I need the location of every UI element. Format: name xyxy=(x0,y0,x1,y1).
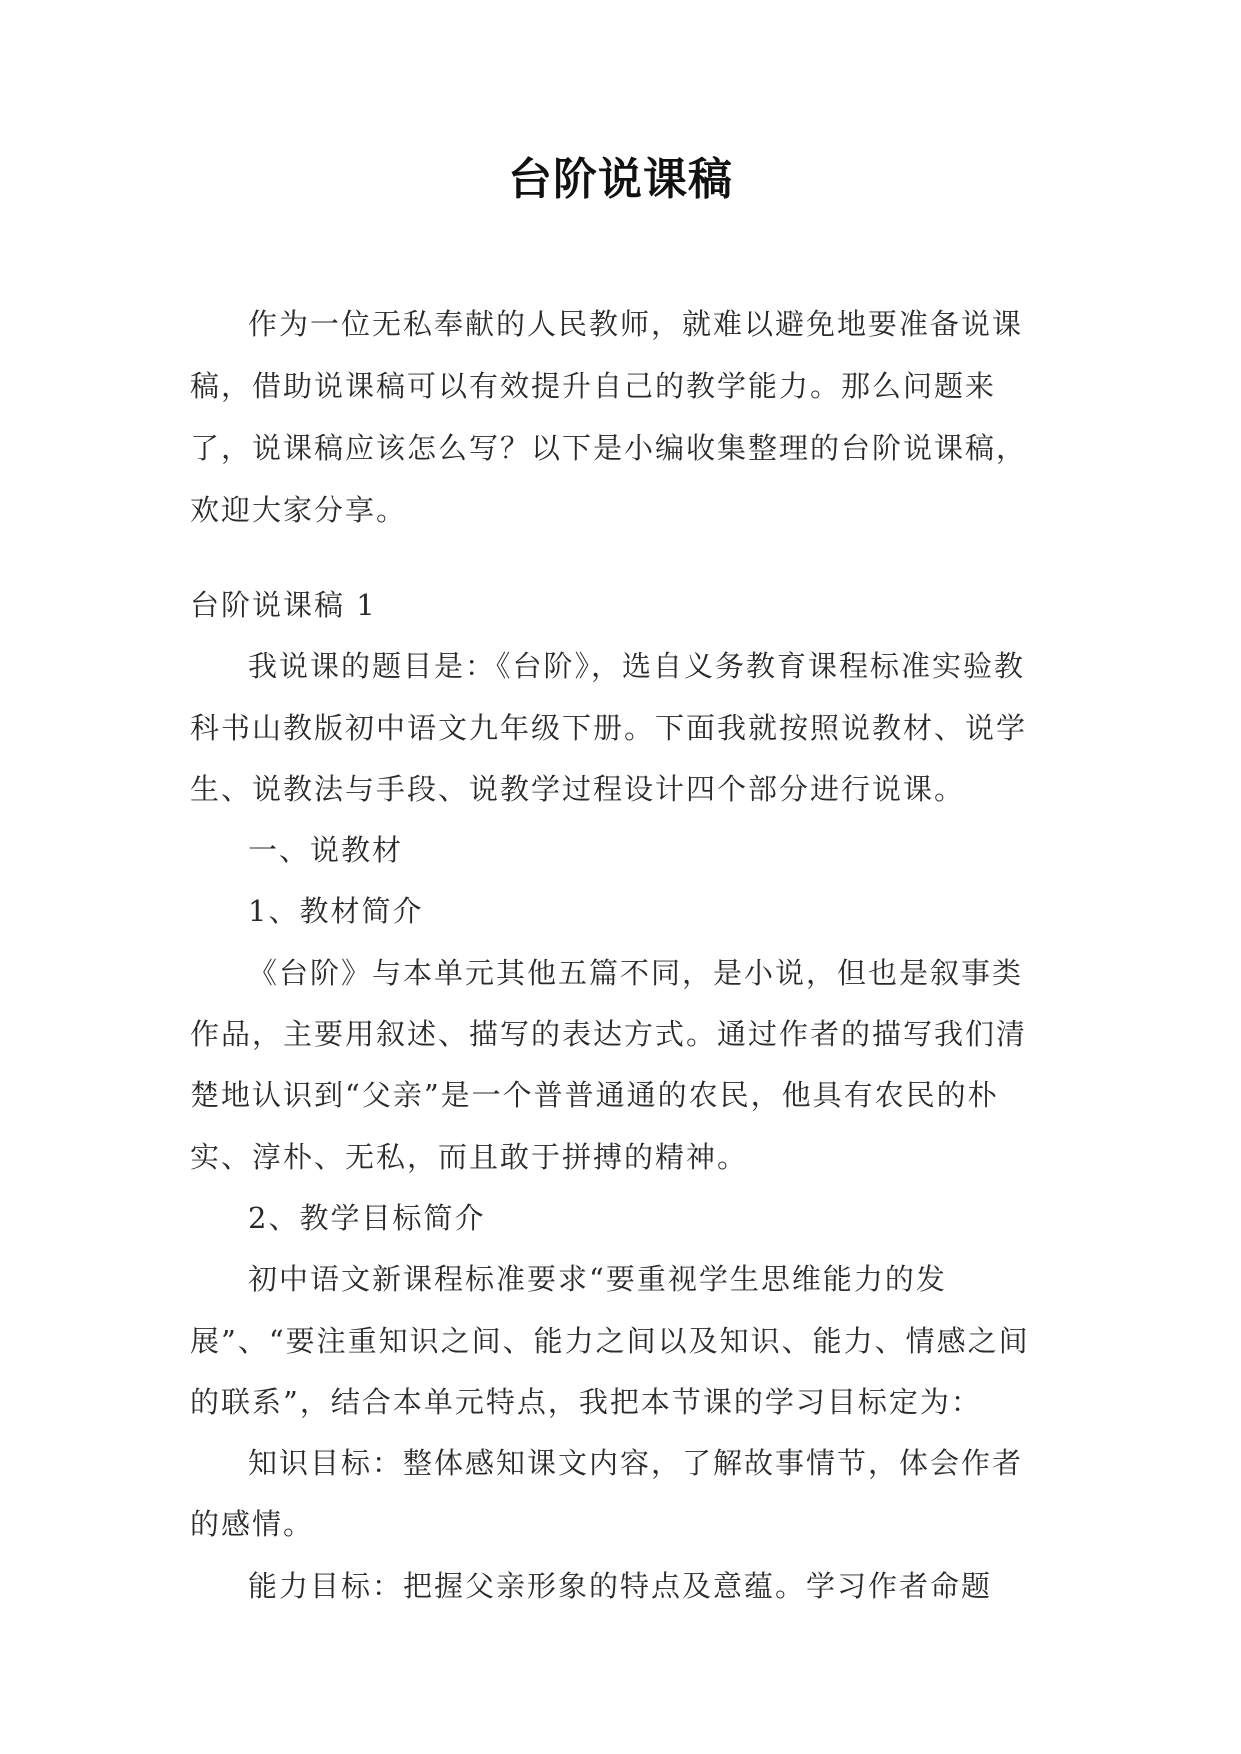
heading-teaching-goals: 2、教学目标简介 xyxy=(248,1200,486,1235)
section-title: 台阶说课稿 1 xyxy=(190,588,377,622)
intro-paragraph: 作为一位无私奉献的人民教师，就难以避免地要准备说课稿，借助说课稿可以有效提升自己的教学能力。那么问题来了，说课稿应该怎么写？以下是小编收集整理的台阶说课稿，欢迎大家分享。 xyxy=(190,307,1028,527)
body-paragraph: 初中语文新课程标准要求“要重视学生思维能力的发展”、“要注重知识之间、能力之间以及知识、能力、情感之间的联系”，结合本单元特点，我把本节课的学习目标定为： xyxy=(190,1262,1030,1419)
heading-teaching-material: 一、说教材 xyxy=(248,833,404,868)
body-paragraph: 能力目标：把握父亲形象的特点及意蕴。学习作者命题 xyxy=(248,1568,993,1603)
document-title: 台阶说课稿 xyxy=(508,154,733,205)
heading-material-intro: 1、教材简介 xyxy=(248,894,424,929)
body-paragraph: 《台阶》与本单元其他五篇不同，是小说，但也是叙事类作品，主要用叙述、描写的表达方式。通过作者的描写我们清楚地认识到“父亲”是一个普普通通的农民，他具有农民的朴实、淳朴、无私，而且敢于拼搏的精神。 xyxy=(190,955,1028,1174)
body-paragraph: 知识目标：整体感知课文内容，了解故事情节，体会作者的感情。 xyxy=(190,1446,1024,1542)
body-paragraph: 我说课的题目是：《台阶》，选自义务教育课程标准实验教科书山教版初中语文九年级下册。下面我就按照说教材、说学生、说教法与手段、说教学过程设计四个部分进行说课。 xyxy=(190,649,1028,806)
body-block xyxy=(190,575,1050,1617)
intro-block xyxy=(190,293,1050,541)
